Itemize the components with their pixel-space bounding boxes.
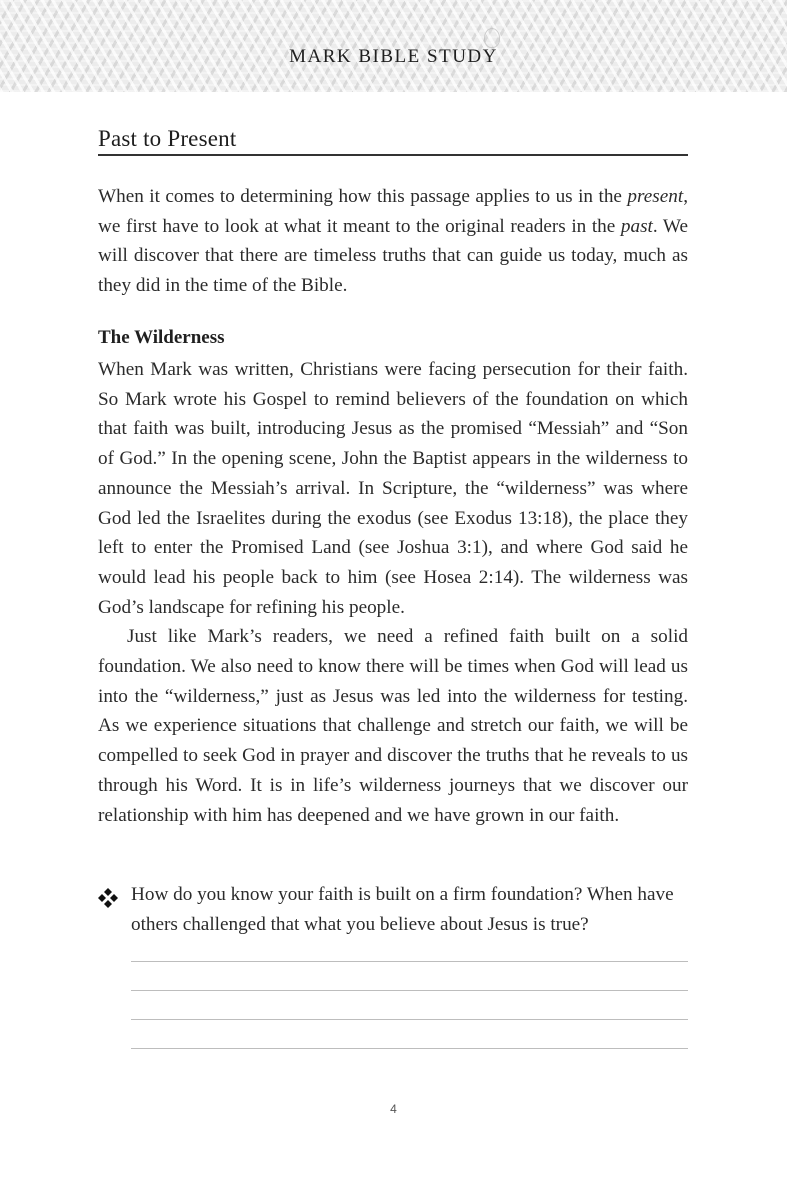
intro-text-3: . We will discover that there are timeless truths that can guide us today, much as they did in the time of the Bible. (98, 215, 689, 297)
intro-text-1: When it comes to determining how this passage applies to us in the (98, 186, 628, 207)
running-title: MARK BIBLE STUDY (289, 46, 498, 67)
answer-line[interactable] (131, 961, 688, 962)
answer-line[interactable] (131, 1048, 688, 1049)
reflection-question: How do you know your faith is built on a firm foundation? When have others challenged that what you believe about Jesus is true? (131, 884, 674, 935)
intro-emphasis-past: past (620, 215, 653, 237)
section-divider (98, 154, 688, 156)
answer-line[interactable] (131, 1019, 688, 1020)
answer-line[interactable] (131, 990, 688, 991)
emblem-icon (484, 28, 500, 48)
section-title: Past to Present (98, 126, 237, 151)
intro-section (98, 182, 688, 301)
page-number: 4 (390, 1102, 397, 1116)
intro-text-2: , we first have to look at what it meant to the original readers in the (98, 186, 688, 237)
wilderness-paragraph-1: When Mark was written, Christians were facing persecution for their faith. So Mark wrote his Gospel to remind believers of the foundation on which that faith was built, introducing Jesus as the promised “Messiah” and “Son of God.” In the opening scene, John the Baptist appears in the wilderness to announce the Messiah’s arrival. In Scripture, the “wilderness” was where God led the Israelites during the exodus (see Exodus 13:18), the place they left to enter the Promised Land (see Joshua 3:1), and where God said he would lead his people back to him (see Hosea 2:14). The wilderness was God’s landscape for refining his people. (98, 359, 688, 618)
wilderness-section (98, 355, 688, 830)
intro-emphasis-present: present (627, 186, 684, 207)
header-banner (0, 0, 787, 92)
four-diamond-bullet-icon (96, 886, 120, 910)
intro-paragraph (98, 182, 688, 301)
subsection-heading: The Wilderness (98, 327, 225, 348)
wilderness-paragraph-2: Just like Mark’s readers, we need a refined faith built on a solid foundation. We also need to know there will be times when God will lead us into the “wilderness,” just as Jesus was led into the wilderness for testing. As we experience situations that challenge and stretch our faith, we will be compelled to seek God in prayer and discover the truths that he reveals to us through his Word. It is in life’s wilderness journeys that we discover our relationship with him has deepened and we have grown in our faith. (98, 626, 688, 826)
